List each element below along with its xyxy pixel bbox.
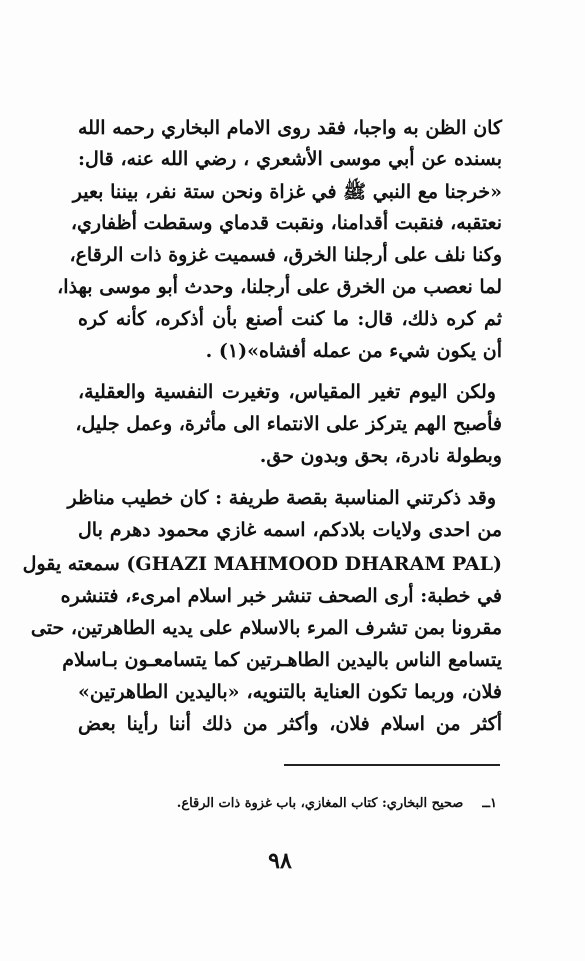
footnote-number: ١ــ [482, 796, 497, 811]
paragraph-3-line-2: من احدى ولايات بلادكم، اسمه غازي محمود دهرم بال [78, 519, 502, 541]
paragraph-1-line-1: كان الظن به واجبا، فقد روى الامام البخاري رحمه الله [78, 117, 502, 139]
paragraph-2-line-1: ولكن اليوم تغير المقياس، وتغيرت النفسية والعقلية، [78, 381, 496, 403]
paragraph-3-line-5: مقرونا بمن تشرف المرء بالاسلام على يديه الطاهرتين، حتى [30, 617, 502, 639]
paragraph-1-line-7: ثم كره ذلك، قال: ما كنت أصنع بأن أذكره، كأنه كره [78, 308, 502, 330]
paragraph-1-line-5: وكنا نلف على أرجلنا الخرق، فسميت غزوة ذات الرقاع، [69, 244, 502, 266]
paragraph-1-line-8: أن يكون شيء من عمله أفشاه»(١) . [205, 340, 502, 362]
paragraph-2-line-3: وبطولة نادرة، بحق وبدون حق. [259, 445, 502, 467]
paragraph-1-line-6: لما نعصب من الخرق على أرجلنا، وحدث أبو موسى بهذا، [57, 276, 502, 298]
paragraph-3-line-7: فلان، وربما تكون العناية بالتنويه، «باليدين الطاهرتين» [78, 681, 502, 703]
paragraph-2-line-2: فأصبح الهم يتركز على الانتماء الى مأثرة، وعمل جليل، [75, 413, 502, 435]
paragraph-1-line-3: «خرجنا مع النبي ﷺ في غزاة ونحن ستة نفر، بيننا بعير [72, 181, 502, 203]
paragraph-1-line-4: نعتقبه، فنقبت أقدامنا، ونقبت قدماي وسقطت أظفاري، [70, 212, 502, 234]
footnote-text: صحيح البخاري: كتاب المغازي، باب غزوة ذات الرقاع. [176, 796, 464, 811]
paragraph-3-line-8: أكثر من اسلام فلان، وأكثر من ذلك أننا رأينا بعض [78, 713, 502, 735]
paragraph-3-line-3: (GHAZI MAHMOOD DHARAM PAL) سمعته يقول [22, 553, 502, 575]
paragraph-3-line-4: في خطبة: أرى الصحف تنشر خبر اسلام امرىء، فتنشره [60, 585, 502, 607]
paragraph-3-line-1: وقد ذكرتني المناسبة بقصة طريفة : كان خطيب مناظر [67, 487, 496, 509]
page-number: ٩٨ [268, 848, 292, 874]
footnote [177, 794, 497, 814]
footnote-divider [284, 764, 500, 766]
paragraph-3-line-6: يتسامع الناس باليدين الطاهـرتين كما يتسامعـون بـاسلام [62, 649, 502, 671]
paragraph-1-line-2: بسنده عن أبي موسى الأشعري ، رضي الله عنه، قال: [78, 148, 502, 170]
